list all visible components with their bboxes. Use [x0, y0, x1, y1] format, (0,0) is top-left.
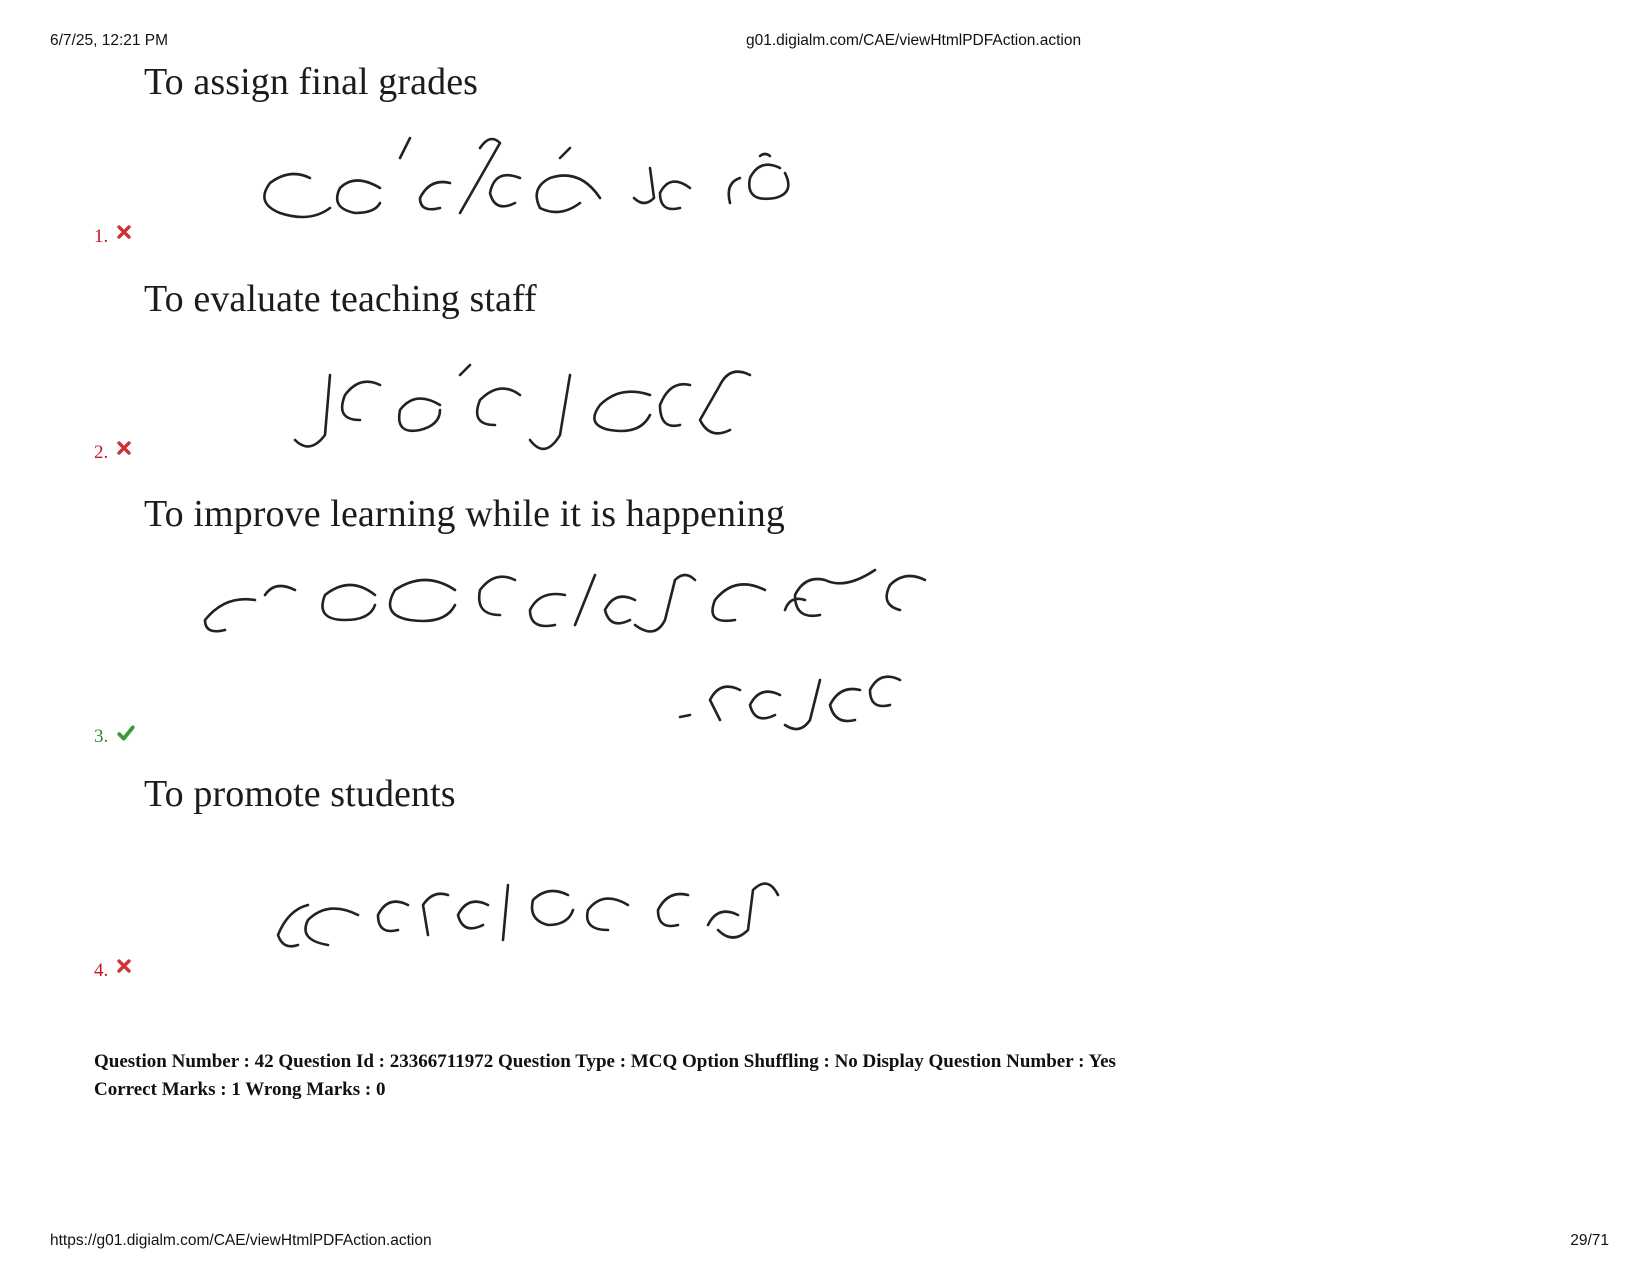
cross-icon	[116, 958, 132, 974]
option-1-urdu-handwriting	[220, 128, 840, 248]
question-meta-line-2: Correct Marks : 1 Wrong Marks : 0	[94, 1079, 386, 1100]
option-1-number	[94, 226, 132, 248]
option-3-english: To improve learning while it is happening	[144, 493, 785, 535]
option-3-urdu-handwriting-line-2	[660, 660, 920, 740]
option-4-number	[94, 960, 132, 982]
footer-url: https://g01.digialm.com/CAE/viewHtmlPDFAction.action	[50, 1232, 432, 1249]
option-3-urdu-handwriting-line-1	[185, 550, 945, 660]
option-1-number-label: 1.	[94, 226, 109, 247]
option-4-number-label: 4.	[94, 960, 109, 981]
print-datetime: 6/7/25, 12:21 PM	[50, 32, 169, 49]
print-url: g01.digialm.com/CAE/viewHtmlPDFAction.action	[746, 32, 1082, 49]
option-2-urdu-handwriting	[290, 355, 770, 465]
option-3-number	[94, 726, 136, 748]
question-meta-line-1: Question Number : 42 Question Id : 23366711972 Question Type : MCQ Option Shuffling : No Display Question Number : Yes	[94, 1051, 1116, 1072]
option-3-number-label: 3.	[94, 726, 109, 747]
check-icon	[116, 724, 136, 742]
cross-icon	[116, 224, 132, 240]
cross-icon	[116, 440, 132, 456]
option-2-number	[94, 442, 132, 464]
option-1-english: To assign final grades	[144, 61, 479, 103]
page-number: 29/71	[1570, 1232, 1609, 1249]
question-metadata	[94, 1048, 1116, 1104]
option-4-english: To promote students	[144, 773, 456, 815]
option-2-number-label: 2.	[94, 442, 109, 463]
option-2-english: To evaluate teaching staff	[144, 278, 537, 320]
option-4-urdu-handwriting	[268, 865, 798, 975]
